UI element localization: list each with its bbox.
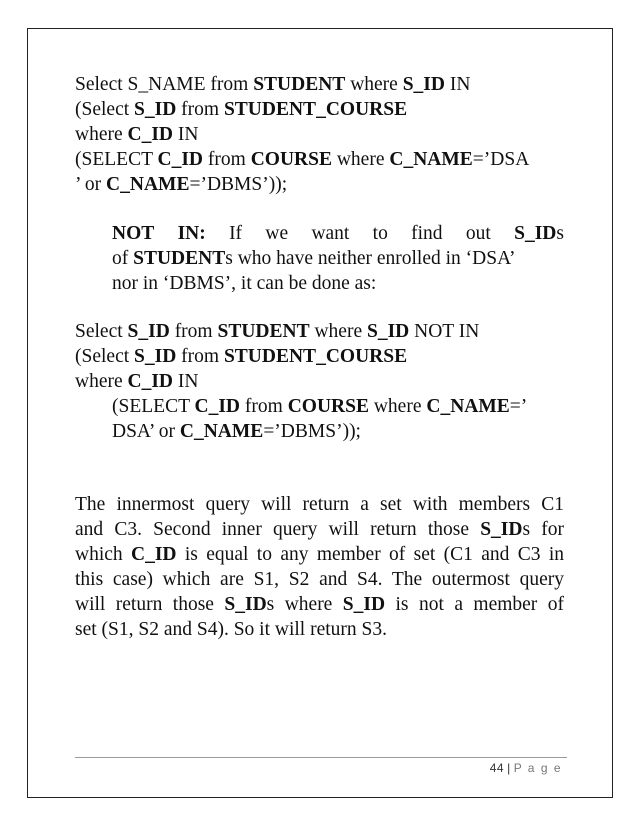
query2-line3: where C_ID IN	[75, 371, 199, 392]
not-in-line1: NOT IN: If we want to find out S_IDs	[112, 223, 564, 244]
query1-line3: where C_ID IN	[75, 124, 199, 145]
not-in-line2: of STUDENTs who have neither enrolled in ‘DSA’	[112, 248, 516, 269]
explanation-line5: will return those S_IDs where S_ID is not a member of	[75, 594, 564, 615]
page-label: P a g e	[513, 761, 562, 775]
explanation-line2: and C3. Second inner query will return those S_IDs for	[75, 519, 564, 540]
query1-line5: ’ or C_NAME=’DBMS’));	[75, 174, 288, 195]
not-in-line3: nor in ‘DBMS’, it can be done as:	[112, 273, 377, 294]
page-footer	[490, 761, 562, 775]
query1-line1: Select S_NAME from STUDENT where S_ID IN	[75, 74, 471, 95]
query2-line2: (Select S_ID from STUDENT_COURSE	[75, 346, 408, 367]
explanation-line1: The innermost query will return a set with members C1	[75, 494, 564, 515]
query2-line5: DSA’ or C_NAME=’DBMS’));	[112, 421, 361, 442]
query1-line4: (SELECT C_ID from COURSE where C_NAME=’DSA	[75, 149, 530, 170]
query2-line1: Select S_ID from STUDENT where S_ID NOT IN	[75, 321, 480, 342]
footer-separator: |	[507, 761, 511, 775]
explanation-line4: this case) which are S1, S2 and S4. The outermost query	[75, 569, 564, 590]
query2-line4: (SELECT C_ID from COURSE where C_NAME=’	[112, 396, 528, 417]
footer-divider	[75, 757, 567, 758]
page-number: 44	[489, 761, 505, 775]
explanation-line3: which C_ID is equal to any member of set (C1 and C3 in	[75, 544, 565, 565]
explanation-line6: set (S1, S2 and S4). So it will return S3.	[75, 619, 388, 640]
query1-line2: (Select S_ID from STUDENT_COURSE	[75, 99, 408, 120]
